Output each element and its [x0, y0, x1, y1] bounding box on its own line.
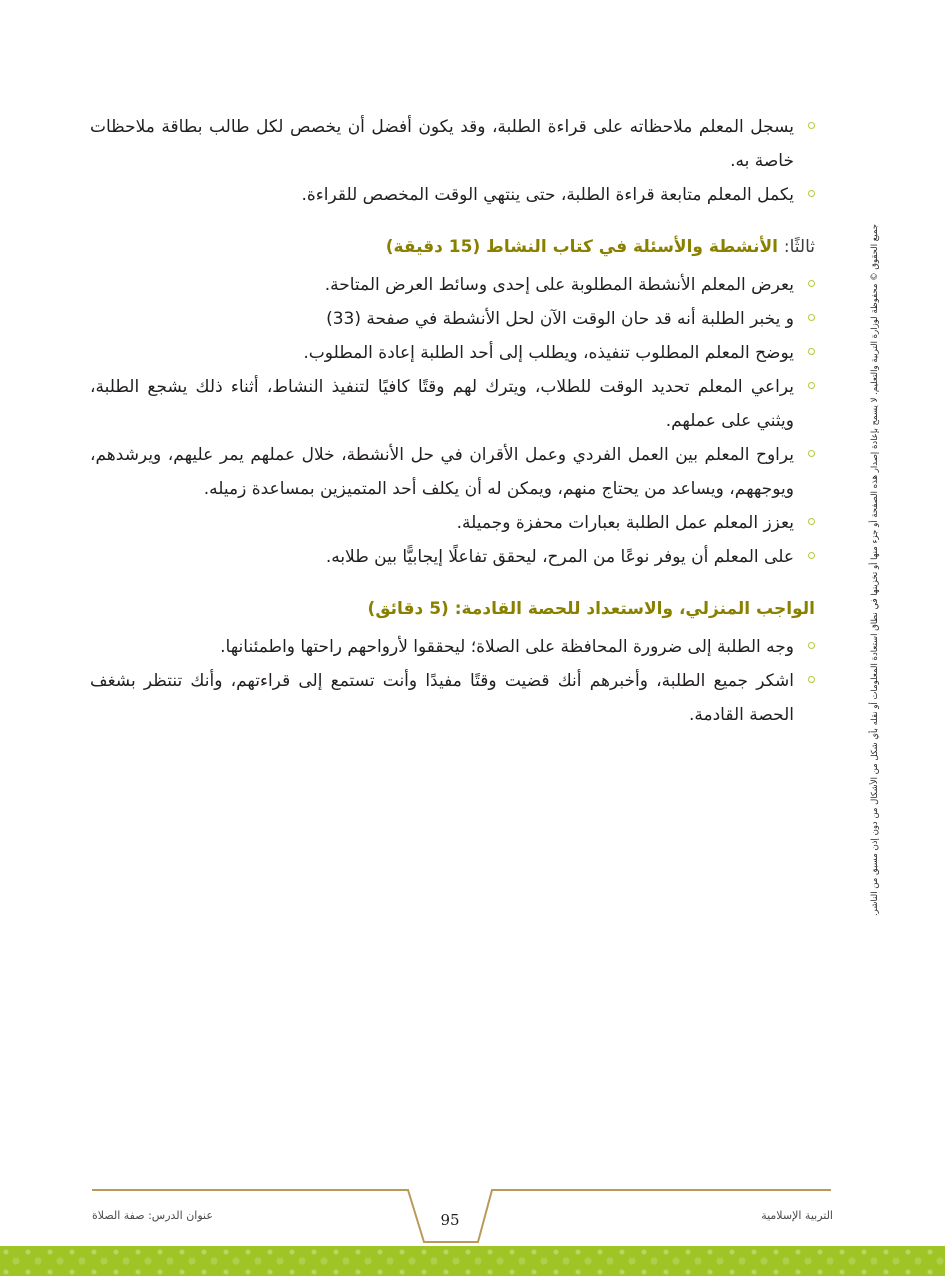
bullet-icon: [808, 382, 815, 389]
list-item: يراعي المعلم تحديد الوقت للطلاب، ويترك لهم وقتًا كافيًا لتنفيذ النشاط، أثناء ذلك يشجع الطلبة، ويثني على عملهم.: [90, 370, 815, 438]
copyright-side-note: جميع الحقوق © محفوظة لوزارة التربية والتعليم. لا يسمح بإعادة إصدار هذه الصفحة أو جزء منها أو تخزينها في نطاق استعادة المعلومات أو نقله بأي شكل من الأشكال من دون إذن مسبق من الناشر.: [870, 223, 880, 917]
list-item: على المعلم أن يوفر نوعًا من المرح، ليحقق تفاعلًا إيجابيًّا بين طلابه.: [90, 540, 815, 574]
footer-subject: التربية الإسلامية: [761, 1209, 833, 1222]
list-item: اشكر جميع الطلبة، وأخبرهم أنك قضيت وقتًا مفيدًا وأنت تستمع إلى قراءتهم، وأنك تنتظر بشغف الحصة القادمة.: [90, 664, 815, 732]
bullet-icon: [808, 348, 815, 355]
section2-title: الأنشطة والأسئلة في كتاب النشاط (15 دقيقة): [385, 237, 778, 257]
bullet-icon: [808, 552, 815, 559]
bullet-icon: [808, 190, 815, 197]
list-item: يوضح المعلم المطلوب تنفيذه، ويطلب إلى أحد الطلبة إعادة المطلوب.: [90, 336, 815, 370]
section3-list: [90, 630, 815, 732]
section2-heading: [90, 232, 815, 262]
list-item: يراوح المعلم بين العمل الفردي وعمل الأقران في حل الأنشطة، خلال عملهم يمر عليهم، ويرشدهم، ويوجههم، ويساعد من يحتاج منهم، ويمكن له أن يكلف أحد المتميزين بمساعدة زميله.: [90, 438, 815, 506]
bullet-icon: [808, 642, 815, 649]
bullet-icon: [808, 518, 815, 525]
list-item: يعزز المعلم عمل الطلبة بعبارات محفزة وجميلة.: [90, 506, 815, 540]
section3-heading: الواجب المنزلي، والاستعداد للحصة القادمة: (5 دقائق): [367, 599, 815, 619]
bullet-icon: [808, 122, 815, 129]
bullet-icon: [808, 280, 815, 287]
footer-lesson-title: عنوان الدرس: صفة الصلاة: [92, 1209, 213, 1222]
pattern-overlay: [0, 1246, 945, 1276]
list-item: و يخبر الطلبة أنه قد حان الوقت الآن لحل الأنشطة في صفحة (33): [90, 302, 815, 336]
section2-label: ثالثًا:: [783, 237, 815, 257]
list-item: وجه الطلبة إلى ضرورة المحافظة على الصلاة؛ ليحققوا لأرواحهم راحتها واطمئنانها.: [90, 630, 815, 664]
page-content: [90, 100, 815, 732]
page-number: 95: [440, 1211, 460, 1229]
bullet-icon: [808, 314, 815, 321]
bullet-icon: [808, 676, 815, 683]
section2-list: [90, 268, 815, 574]
decorative-pattern-band: [0, 1246, 945, 1276]
list-item: يعرض المعلم الأنشطة المطلوبة على إحدى وسائط العرض المتاحة.: [90, 268, 815, 302]
list-item: يكمل المعلم متابعة قراءة الطلبة، حتى ينتهي الوقت المخصص للقراءة.: [90, 178, 815, 212]
section1-list: [90, 110, 815, 212]
list-item: يسجل المعلم ملاحظاته على قراءة الطلبة، وقد يكون أفضل أن يخصص لكل طالب بطاقة ملاحظات خاصة به.: [90, 110, 815, 178]
bullet-icon: [808, 450, 815, 457]
